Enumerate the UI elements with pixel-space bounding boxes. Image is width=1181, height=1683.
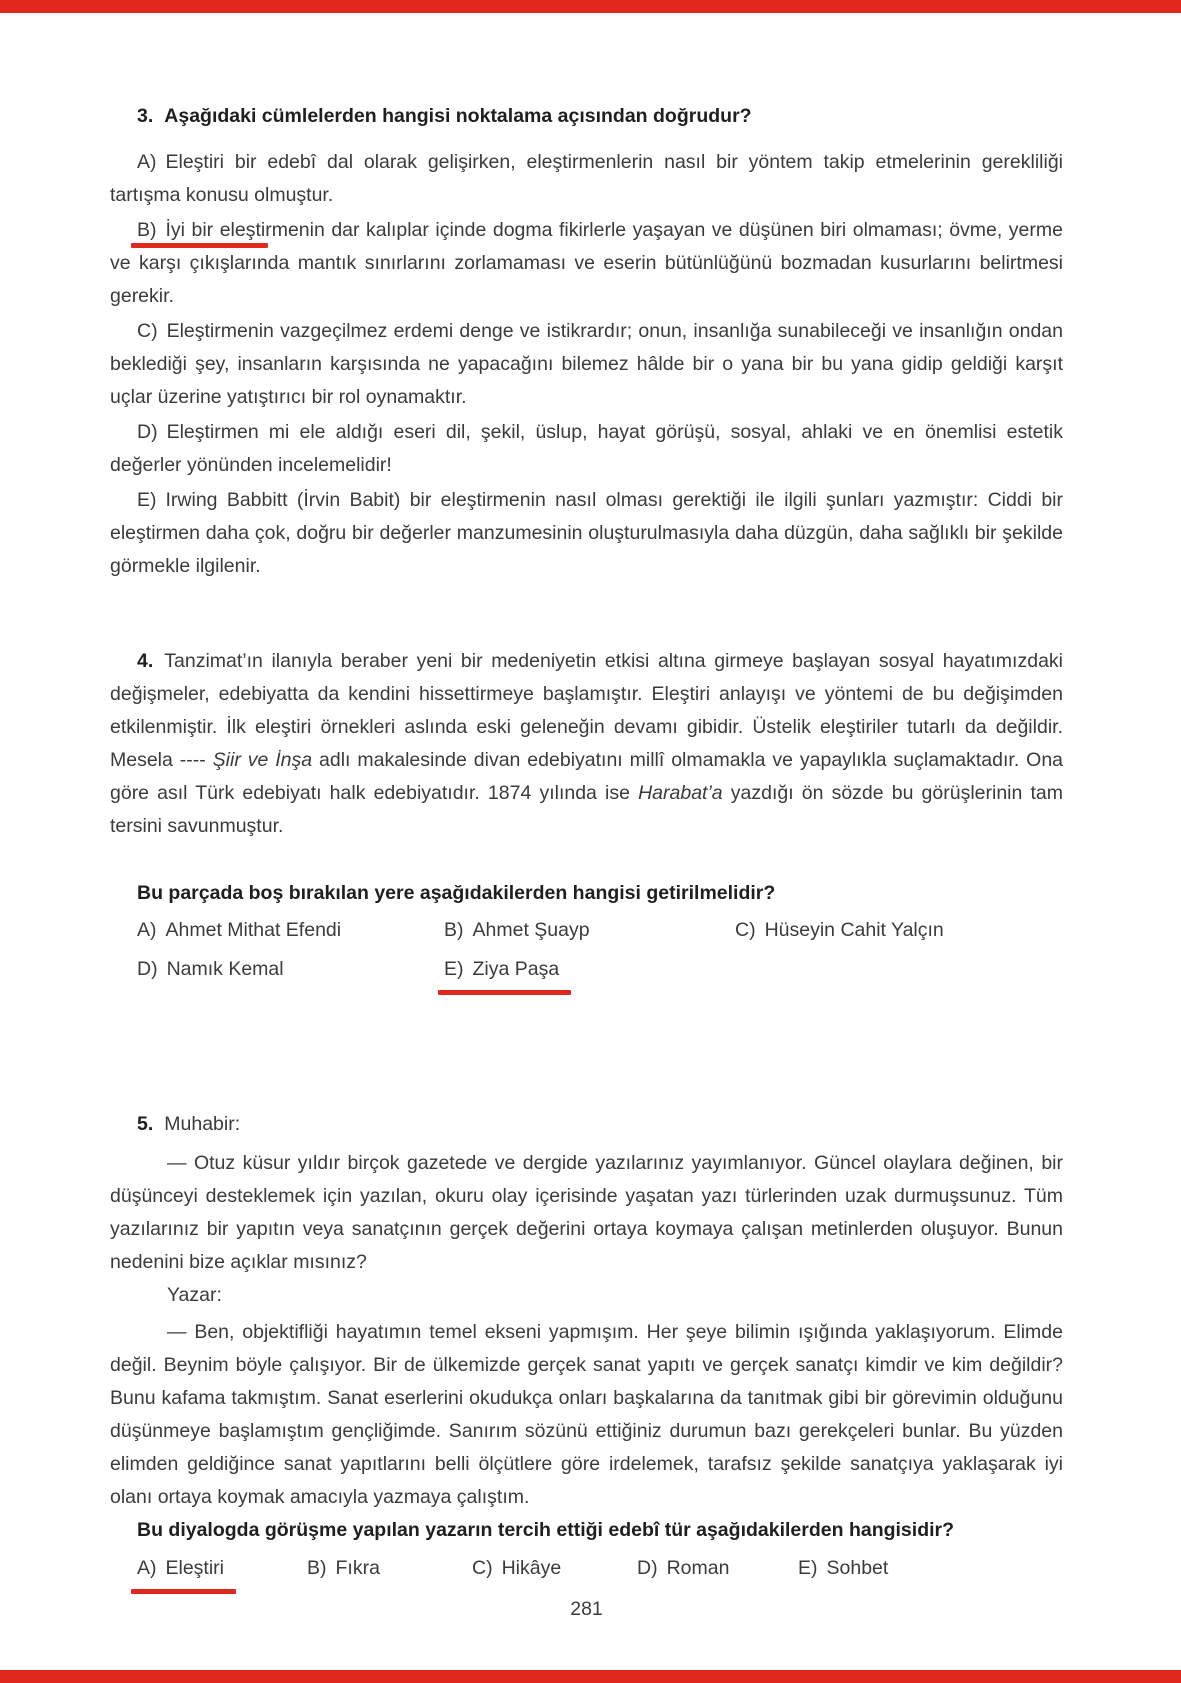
q3-option-d-text: Eleştirmen mi ele aldığı eseri dil, şekil, üslup, hayat görüşü, sosyal, ahlaki ve en önemlisi estetik değerler yönünden incelemelidir! — [110, 421, 1063, 476]
q3-option-b — [110, 214, 1063, 313]
q5-option-d-text: Roman — [666, 1557, 730, 1579]
q3-option-c-text: Eleştirmenin vazgeçilmez erdemi denge ve istikrardır; onun, insanlığa sunabileceği ve insanlığın ondan beklediği şey, insanların karşısında ne yapacağını bilemez hâlde bir o yana bir bu yana gidip geldiği karşıt uçlar üzerine yatıştırıcı bir rol oynamaktır. — [110, 320, 1063, 408]
q4-option-e-text: Ziya Paşa — [472, 958, 560, 980]
q4-option-e — [444, 953, 559, 986]
q3-option-e-label: E) — [137, 489, 157, 511]
q4-option-e-label: E) — [444, 958, 464, 980]
q4-text-1: Tanzimat’ın ilanıyla beraber yeni bir medeniyetin etkisi altına girmeye başlayan sosyal hayatımızdaki değişmeler, edebiyatta da kendini hissettirmeye başlamıştır. Eleştiri anlayışı ve yöntemi de bu değişimden etkilenmiştir. İlk eleştiri örnekleri aslında eski geleneğin devamı gibidir. Üstelik eleştiriler tutarlı da değildir. Mesela ---- — [110, 650, 1063, 771]
q3-option-b-text: İyi bir eleştirmenin dar kalıplar içinde dogma fikirlerle yaşayan ve düşünen biri olmaması; övme, yerme ve karşı çıkışlarında mantık sınırlarını zorlamaması ve eserin bütünlüğünü bozmadan kusurlarını belirtmesi gerekir. — [110, 219, 1063, 307]
q4-option-c — [735, 914, 944, 947]
q5-option-e — [798, 1552, 888, 1585]
q5-option-d-label: D) — [637, 1557, 658, 1579]
q5-option-d — [637, 1552, 798, 1585]
q4-option-b — [444, 914, 735, 947]
q5-option-c — [472, 1552, 637, 1585]
q5-options-row — [137, 1552, 1063, 1585]
q4-option-a-label: A) — [137, 919, 157, 941]
question-4-stem: Bu parçada boş bırakılan yere aşağıdakilerden hangisi getirilmelidir? — [137, 882, 776, 904]
q3-option-b-label: B) — [137, 219, 157, 241]
q4-option-d-label: D) — [137, 958, 158, 980]
answer-underline-q5 — [137, 1552, 224, 1585]
q4-option-d-text: Namık Kemal — [166, 958, 284, 980]
q4-options-row-1 — [137, 914, 1063, 947]
answer-underline-q3 — [131, 243, 268, 248]
q3-option-e — [110, 484, 1063, 583]
q5-speaker-1: Muhabir: — [164, 1113, 241, 1135]
q4-option-a — [137, 914, 444, 947]
page-number: 281 — [570, 1598, 603, 1620]
q5-option-b-label: B) — [307, 1557, 327, 1579]
q3-option-c — [110, 315, 1063, 414]
question-4 — [110, 645, 1063, 986]
question-5 — [110, 1108, 1063, 1585]
top-red-border — [0, 0, 1181, 13]
q4-option-b-label: B) — [444, 919, 464, 941]
q5-option-b — [307, 1552, 472, 1585]
question-3 — [110, 100, 1063, 583]
q4-option-a-text: Ahmet Mithat Efendi — [165, 919, 342, 941]
q3-option-a — [110, 146, 1063, 212]
answer-underline-q4 — [444, 953, 559, 986]
q4-text-2: adlı makalesinde divan edebiyatını millî olmamakla ve yapaylıkla suçlamaktadır. Ona göre asıl Türk edebiyatı halk edebiyatıdır. 1874 yılında ise — [110, 749, 1064, 804]
q4-option-b-text: Ahmet Şuayp — [472, 919, 590, 941]
q4-options-row-2 — [137, 953, 1063, 986]
question-5-header — [110, 1108, 1063, 1141]
q5-option-e-label: E) — [798, 1557, 818, 1579]
q5-option-a-text: Eleştiri — [165, 1557, 225, 1579]
q5-speaker-2: Yazar: — [167, 1284, 222, 1306]
question-5-stem: Bu diyalogda görüşme yapılan yazarın tercih ettiği edebî tür aşağıdakilerden hangisidir? — [137, 1519, 955, 1541]
question-5-number: 5. — [137, 1113, 154, 1135]
q3-option-d — [110, 416, 1063, 482]
question-3-stem — [110, 100, 1063, 133]
q4-option-c-text: Hüseyin Cahit Yalçın — [764, 919, 944, 941]
q5-dialogue-yazar: — Ben, objektifliği hayatımın temel ekseni yapmışım. Her şeye bilimin ışığında yaklaşıyorum. Elimde değil. Beynim böyle çalışıyor. Bir de ülkemizde gerçek sanat yapıtı ve gerçek sanatçı kimdir ve kim değildir? Bunu kafama takmıştım. Sanat eserlerini okudukça onları başkalarına da tanıtmak gibi bir görevimin olduğunu düşünmeye başlamıştım gençliğimde. Sanırım sözünü ettiğiniz durumun bazı gerekçeleri bunlar. Bu yüzden elimden geldiğince sanat yapıtlarını belli ölçütlere göre irdelemek, tarafsız şekilde sanatçıya yaklaşarak iyi olanı ortaya koymak amacıyla yazmaya çalıştım. — [110, 1321, 1063, 1508]
question-4-paragraph — [110, 645, 1063, 843]
bottom-red-border — [0, 1670, 1181, 1683]
q4-italic-title-2: Harabat’a — [638, 782, 723, 804]
page-content — [110, 100, 1063, 1626]
q4-italic-title-1: Şiir ve İnşa — [212, 749, 313, 771]
q5-option-c-label: C) — [472, 1557, 493, 1579]
q4-option-d — [137, 953, 444, 986]
question-3-number: 3. — [137, 105, 154, 127]
q3-option-e-text: Irwing Babbitt (İrvin Babit) bir eleştirmenin nasıl olması gerektiği ile ilgili şunları yazmıştır: Ciddi bir eleştirmen daha çok, doğru bir değerler manzumesinin oluşturulmasıyla daha düzgün, daha sağlıklı bir şekilde görmekle ilgilenir. — [110, 489, 1063, 577]
question-4-number: 4. — [137, 650, 154, 672]
q5-dialogue-muhabir: — Otuz küsur yıldır birçok gazetede ve dergide yazılarınız yayımlanıyor. Güncel olaylara değinen, bir düşünceyi desteklemek için yazılan, okuru olay içerisinde yaşatan yazı türlerinden uzak durmuşsunuz. Tüm yazılarınız bir yapıtın veya sanatçının gerçek değerini ortaya koymaya çalışan metinlerden oluşuyor. Bunun nedenini bize açıklar mısınız? — [110, 1152, 1063, 1273]
q4-option-c-label: C) — [735, 919, 756, 941]
question-3-stem-text: Aşağıdaki cümlelerden hangisi noktalama açısından doğrudur? — [164, 105, 752, 127]
q3-option-c-label: C) — [137, 320, 158, 342]
q4-text-3: yazdığı ön sözde bu görüşlerinin tam tersini savunmuştur. — [110, 782, 1063, 837]
q3-option-a-label: A) — [137, 151, 157, 173]
q3-option-d-label: D) — [137, 421, 158, 443]
q5-option-a-label: A) — [137, 1557, 157, 1579]
q5-option-b-text: Fıkra — [335, 1557, 380, 1579]
q5-option-c-text: Hikâye — [501, 1557, 562, 1579]
q5-option-e-text: Sohbet — [826, 1557, 889, 1579]
q3-option-a-text: Eleştiri bir edebî dal olarak gelişirken, eleştirmenlerin nasıl bir yöntem takip etmelerinin gerekliliği tartışma konusu olmuştur. — [110, 151, 1063, 206]
q5-option-a — [137, 1552, 307, 1585]
